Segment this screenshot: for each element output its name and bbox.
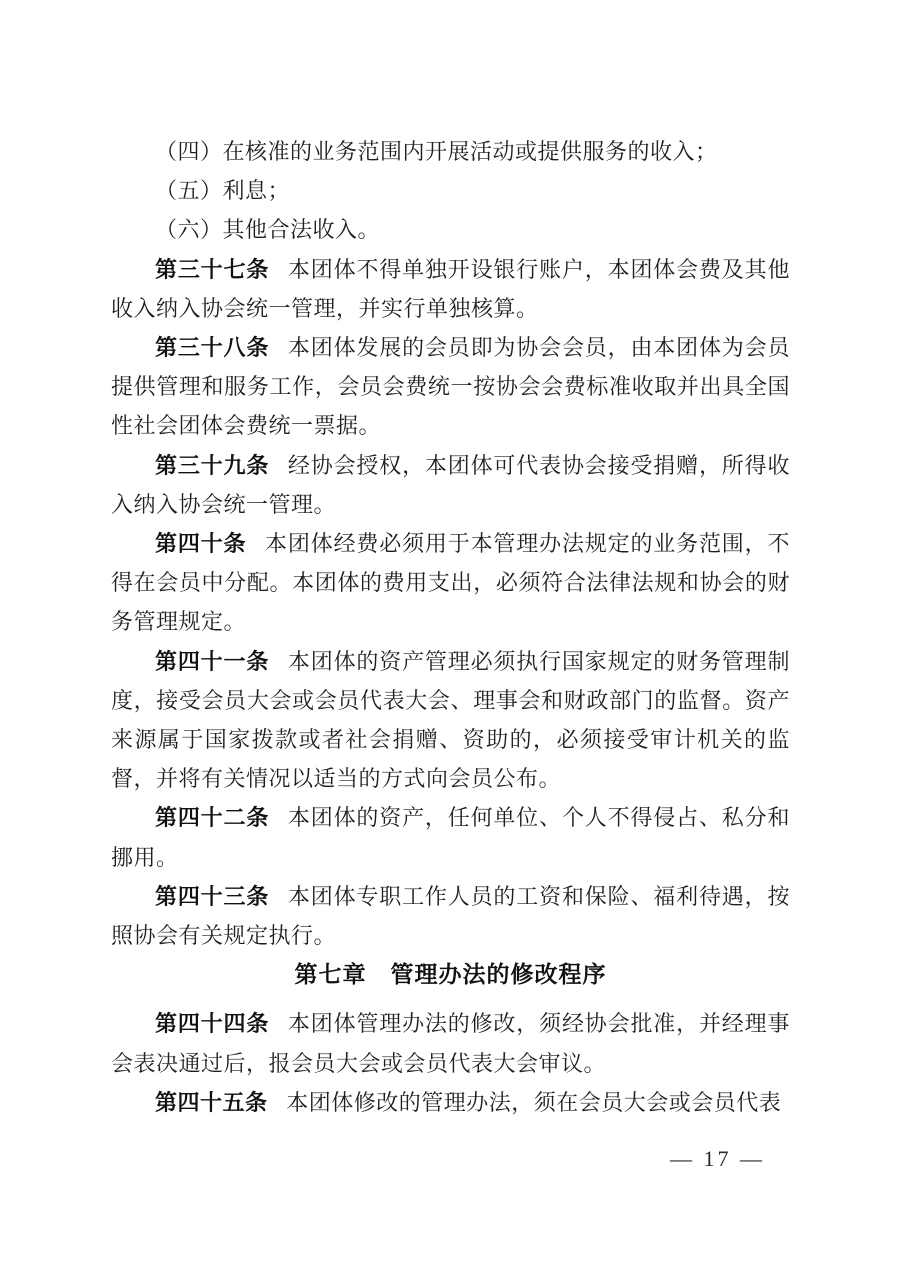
article-number: 第三十八条 xyxy=(155,335,270,361)
article-text: 本团体的资产管理必须执行国家规定的财务管理制度，接受会员大会或会员代表大会、理事会和财政部门的监督。资产来源属于国家拨款或者社会捐赠、资助的，必须接受审计机关的监督，并将有关情况以适当的方式向会员公布。 xyxy=(111,648,790,792)
article-number: 第四十四条 xyxy=(155,1011,270,1037)
article-paragraph xyxy=(111,328,790,446)
document-body xyxy=(111,132,790,1122)
article-text: 本团体发展的会员即为协会会员，由本团体为会员提供管理和服务工作，会员会费统一按协会会费标准收取并出具全国性社会团体会费统一票据。 xyxy=(111,335,790,439)
article-number: 第四十三条 xyxy=(155,883,270,909)
article-text: 本团体不得单独开设银行账户，本团体会费及其他收入纳入协会统一管理，并实行单独核算。 xyxy=(111,256,790,321)
article-paragraph xyxy=(111,524,790,642)
article-number: 第三十九条 xyxy=(155,452,270,478)
list-item xyxy=(111,132,790,171)
article-text: 本团体修改的管理办法，须在会员大会或会员代表 xyxy=(286,1089,782,1115)
article-text: 本团体管理办法的修改，须经协会批准，并经理事会表决通过后，报会员大会或会员代表大会审议。 xyxy=(111,1011,790,1076)
article-paragraph xyxy=(111,446,790,524)
article-number: 第四十条 xyxy=(155,531,247,557)
article-text: 本团体经费必须用于本管理办法规定的业务范围，不得在会员中分配。本团体的费用支出，必须符合法律法规和协会的财务管理规定。 xyxy=(111,531,790,635)
article-paragraph xyxy=(111,1083,790,1122)
list-item xyxy=(111,210,790,249)
article-paragraph xyxy=(111,877,790,955)
list-item-text: （五）利息； xyxy=(155,178,291,204)
list-item xyxy=(111,171,790,210)
article-number: 第四十二条 xyxy=(155,805,270,831)
article-number: 第四十一条 xyxy=(155,648,270,674)
chapter-heading: 第七章 管理办法的修改程序 xyxy=(294,961,607,988)
list-item-text: （六）其他合法收入。 xyxy=(155,217,381,243)
article-number: 第三十七条 xyxy=(155,256,270,282)
article-paragraph xyxy=(111,1004,790,1082)
article-text: 本团体专职工作人员的工资和保险、福利待遇，按照协会有关规定执行。 xyxy=(111,883,790,949)
page-number: — 17 — xyxy=(670,1146,765,1171)
article-paragraph xyxy=(111,642,790,799)
article-number: 第四十五条 xyxy=(155,1089,268,1115)
article-text: 经协会授权，本团体可代表协会接受捐赠，所得收入纳入协会统一管理。 xyxy=(111,452,790,517)
list-item-text: （四）在核准的业务范围内开展活动或提供服务的收入； xyxy=(155,139,718,164)
article-text: 本团体的资产，任何单位、个人不得侵占、私分和挪用。 xyxy=(111,805,790,870)
article-paragraph xyxy=(111,250,790,328)
article-paragraph xyxy=(111,798,790,876)
